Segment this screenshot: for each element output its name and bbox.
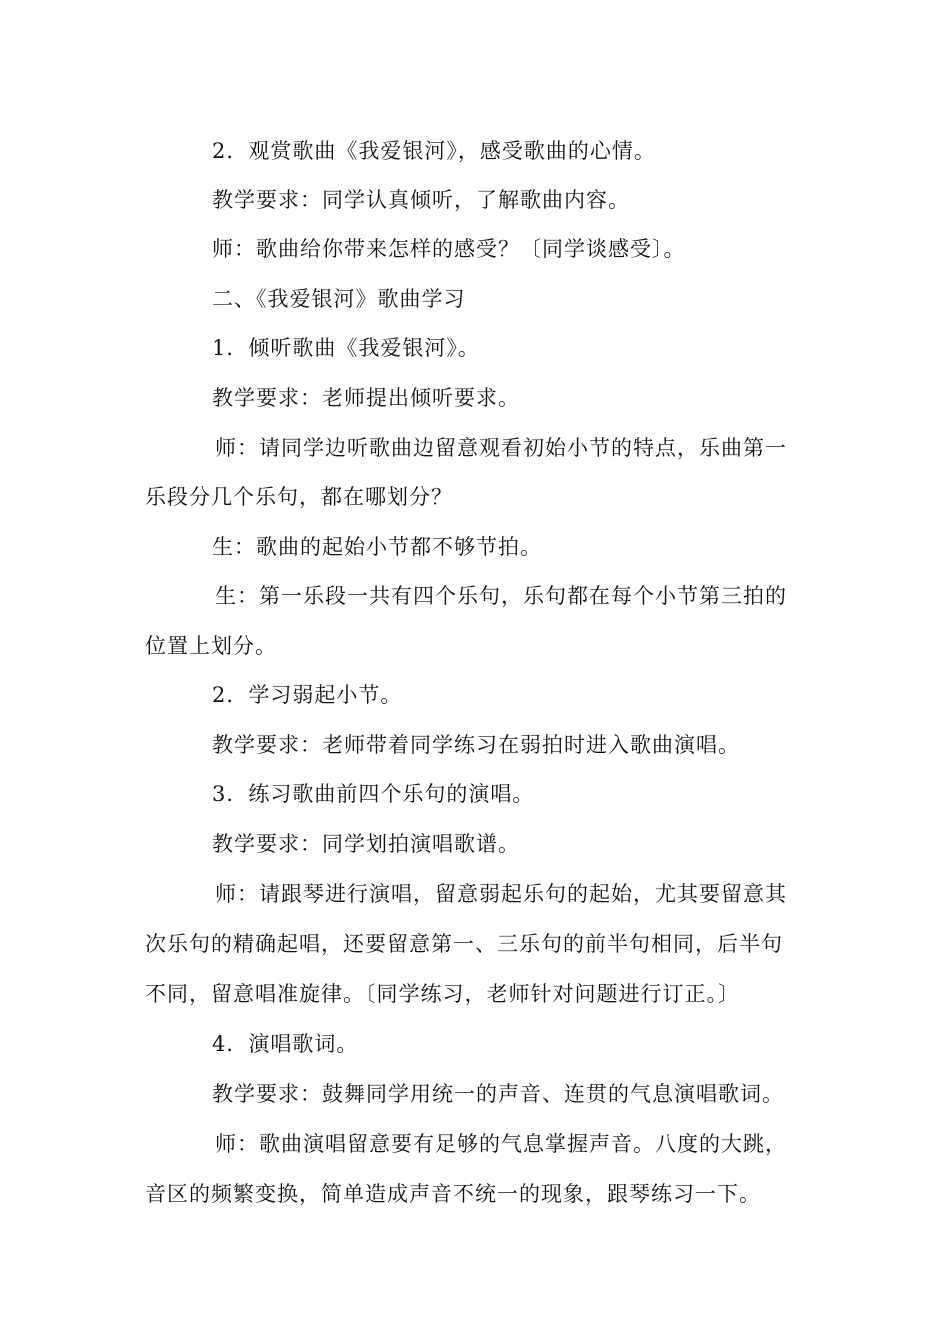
paragraph-line: 师：请跟琴进行演唱，留意弱起乐句的起始，尤其要留意其 — [215, 882, 787, 906]
paragraph-line: 教学要求：老师带着同学练习在弱拍时进入歌曲演唱。 — [212, 733, 740, 757]
paragraph-line: 师：歌曲给你带来怎样的感受？〔同学谈感受〕。 — [212, 237, 686, 261]
paragraph-line: 教学要求：鼓舞同学用统一的声音、连贯的气息演唱歌词。 — [212, 1082, 784, 1106]
paragraph-line: 生：歌曲的起始小节都不够节拍。 — [212, 535, 542, 559]
paragraph-line: 2．学习弱起小节。 — [212, 683, 403, 707]
paragraph-line: 师：歌曲演唱留意要有足够的气息掌握声音。八度的大跳， — [215, 1132, 787, 1156]
paragraph-line: 乐段分几个乐句，都在哪划分？ — [145, 485, 453, 509]
paragraph-line: 音区的频繁变换，简单造成声音不统一的现象，跟琴练习一下。 — [145, 1182, 761, 1206]
paragraph-line: 2．观赏歌曲《我爱银河》，感受歌曲的心情。 — [212, 139, 656, 163]
paragraph-line: 生：第一乐段一共有四个乐句，乐句都在每个小节第三拍的 — [215, 584, 787, 608]
paragraph-line: 4．演唱歌词。 — [212, 1032, 359, 1056]
section-heading: 二、《我爱银河》歌曲学习 — [212, 287, 466, 311]
paragraph-line: 1．倾听歌曲《我爱银河》。 — [212, 336, 480, 360]
paragraph-line: 3．练习歌曲前四个乐句的演唱。 — [212, 782, 535, 806]
paragraph-line: 次乐句的精确起唱，还要留意第一、三乐句的前半句相同，后半句 — [145, 932, 783, 956]
paragraph-line: 位置上划分。 — [145, 634, 277, 658]
paragraph-line: 教学要求：同学认真倾听，了解歌曲内容。 — [212, 188, 630, 212]
paragraph-line: 师：请同学边听歌曲边留意观看初始小节的特点，乐曲第一 — [215, 436, 787, 460]
paragraph-line: 不同，留意唱准旋律。〔同学练习，老师针对问题进行订正。〕 — [145, 982, 740, 1006]
paragraph-line: 教学要求：同学划拍演唱歌谱。 — [212, 832, 520, 856]
paragraph-line: 教学要求：老师提出倾听要求。 — [212, 386, 520, 410]
